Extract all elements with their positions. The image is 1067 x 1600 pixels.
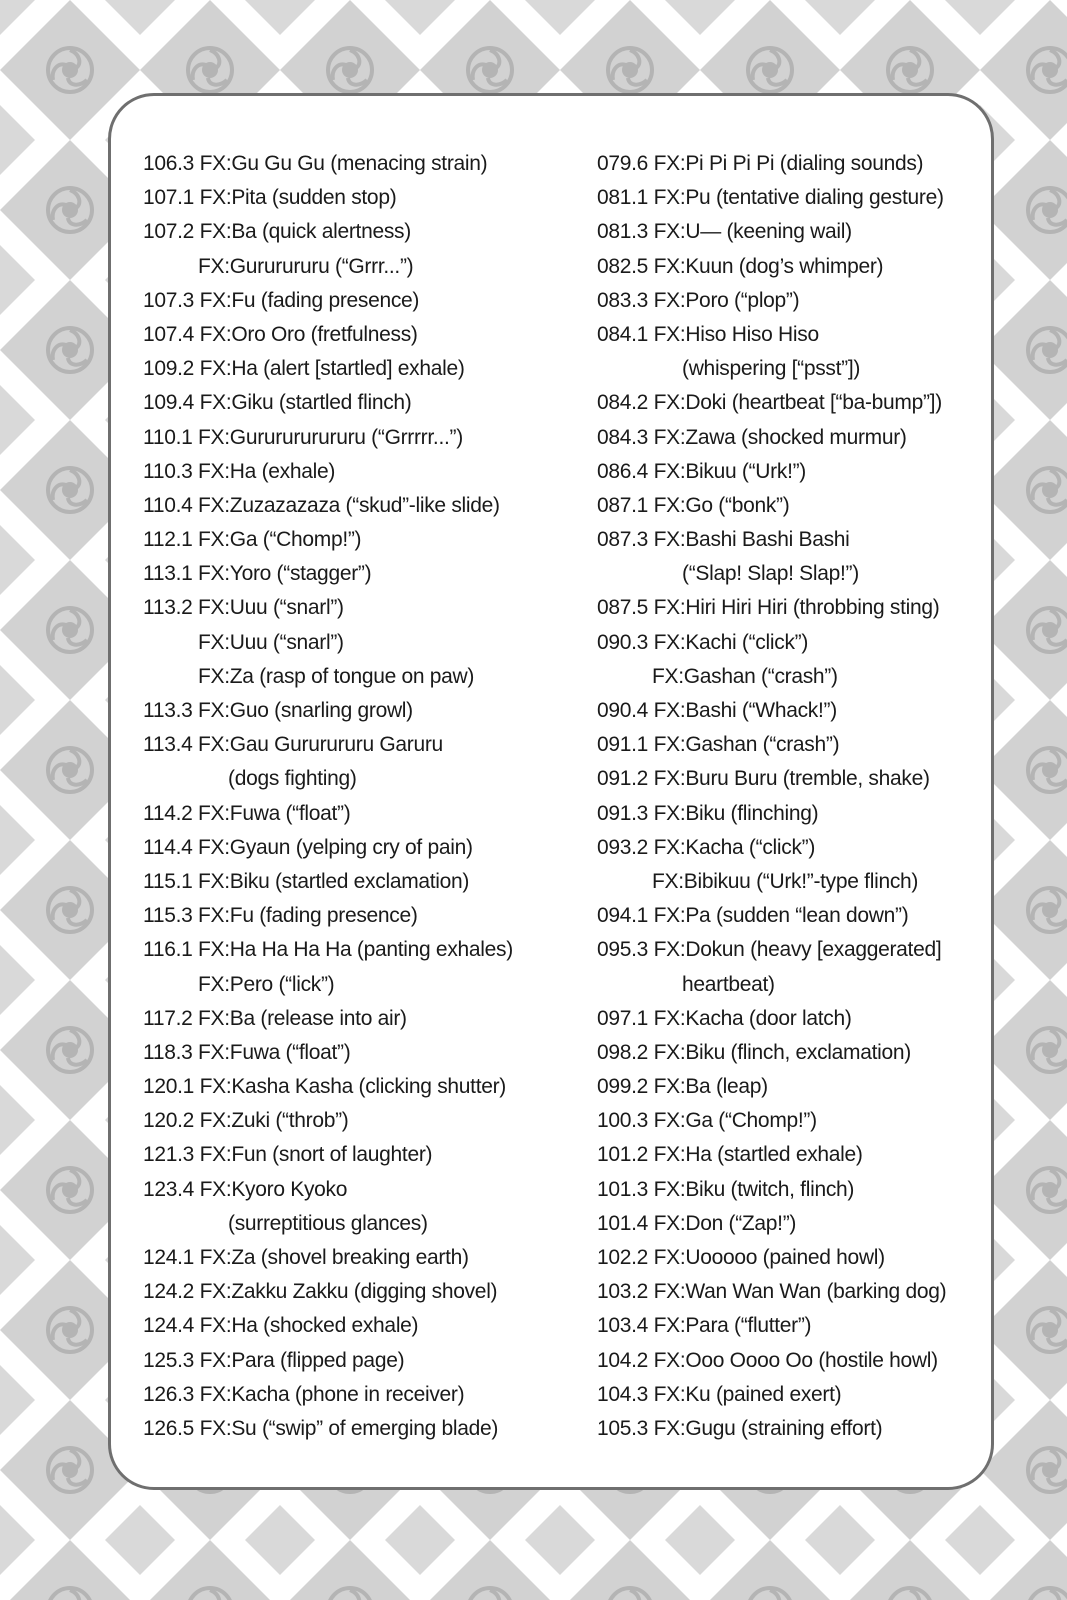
sfx-entry: 125.3 FX:Para (flipped page) xyxy=(143,1348,405,1372)
sfx-entry: 099.2 FX:Ba (leap) xyxy=(597,1075,768,1099)
sfx-entry: 098.2 FX:Biku (flinch, exclamation) xyxy=(597,1040,911,1064)
sfx-entry: 086.4 FX:Bikuu (“Urk!”) xyxy=(597,459,806,483)
sfx-entry: 114.4 FX:Gyaun (yelping cry of pain) xyxy=(143,835,473,859)
sfx-entry: 118.3 FX:Fuwa (“float”) xyxy=(143,1040,351,1064)
sfx-entry: 113.4 FX:Gau Gururururu Garuru xyxy=(143,733,443,757)
sfx-entry-continuation: FX:Za (rasp of tongue on paw) xyxy=(198,664,475,688)
sfx-entry: 097.1 FX:Kacha (door latch) xyxy=(597,1006,852,1030)
sfx-entry-continuation: FX:Uuu (“snarl”) xyxy=(198,630,344,654)
sfx-entry: 081.1 FX:Pu (tentative dialing gesture) xyxy=(597,186,944,210)
sfx-entry: 101.4 FX:Don (“Zap!”) xyxy=(597,1211,797,1235)
sfx-entry: 087.3 FX:Bashi Bashi Bashi xyxy=(597,528,850,552)
sfx-entry-continuation: (surreptitious glances) xyxy=(228,1211,428,1235)
sfx-entry: 110.1 FX:Gururururururu (“Grrrrr...”) xyxy=(143,425,463,449)
sfx-entry: 102.2 FX:Uooooo (pained howl) xyxy=(597,1246,885,1269)
sfx-entry: 084.3 FX:Zawa (shocked murmur) xyxy=(597,425,907,449)
sfx-entry: 091.1 FX:Gashan (“crash”) xyxy=(597,733,840,757)
sfx-entry: 091.2 FX:Buru Buru (tremble, shake) xyxy=(597,767,930,791)
sfx-column-right xyxy=(597,147,997,1446)
sfx-entry: 126.5 FX:Su (“swip” of emerging blade) xyxy=(143,1416,499,1440)
sfx-entry: 110.4 FX:Zuzazazaza (“skud”-like slide) xyxy=(143,493,500,517)
sfx-entry: 101.3 FX:Biku (twitch, flinch) xyxy=(597,1177,855,1201)
sfx-entry: 095.3 FX:Dokun (heavy [exaggerated] xyxy=(597,938,942,962)
sfx-entry-continuation: FX:Gashan (“crash”) xyxy=(652,664,838,688)
sfx-entry: 104.2 FX:Ooo Oooo Oo (hostile howl) xyxy=(597,1348,938,1372)
sfx-entry: 090.4 FX:Bashi (“Whack!”) xyxy=(597,699,837,722)
sfx-entry: 110.3 FX:Ha (exhale) xyxy=(143,459,336,483)
sfx-entry: 107.2 FX:Ba (quick alertness) xyxy=(143,220,411,244)
sfx-entry: 124.4 FX:Ha (shocked exhale) xyxy=(143,1314,419,1338)
sfx-entry: 121.3 FX:Fun (snort of laughter) xyxy=(143,1143,433,1167)
sfx-entry: 124.2 FX:Zakku Zakku (digging shovel) xyxy=(143,1280,498,1304)
sfx-entry: 115.3 FX:Fu (fading presence) xyxy=(143,904,418,928)
sfx-entry-continuation: heartbeat) xyxy=(682,972,775,996)
sfx-entry: 109.4 FX:Giku (startled flinch) xyxy=(143,391,412,415)
sfx-entry: 123.4 FX:Kyoro Kyoko xyxy=(143,1177,348,1201)
sfx-entry: 113.3 FX:Guo (snarling growl) xyxy=(143,699,413,722)
sfx-entry-continuation: FX:Gururururu (“Grrr...”) xyxy=(198,254,414,278)
sfx-entry: 101.2 FX:Ha (startled exhale) xyxy=(597,1143,863,1167)
sfx-entry: 100.3 FX:Ga (“Chomp!”) xyxy=(597,1109,817,1133)
sfx-entry: 116.1 FX:Ha Ha Ha Ha (panting exhales) xyxy=(143,938,513,962)
sfx-entry: 113.2 FX:Uuu (“snarl”) xyxy=(143,596,344,620)
sfx-column-left xyxy=(143,147,563,1446)
sfx-entry: 083.3 FX:Poro (“plop”) xyxy=(597,288,800,312)
sfx-entry: 106.3 FX:Gu Gu Gu (menacing strain) xyxy=(143,152,488,175)
sfx-entry-continuation: (dogs fighting) xyxy=(228,767,357,791)
sfx-entry: 084.1 FX:Hiso Hiso Hiso xyxy=(597,322,819,346)
sfx-entry: 087.1 FX:Go (“bonk”) xyxy=(597,493,790,517)
sfx-entry: 126.3 FX:Kacha (phone in receiver) xyxy=(143,1382,465,1406)
sfx-entry-continuation: FX:Pero (“lick”) xyxy=(198,972,335,996)
sfx-entry: 079.6 FX:Pi Pi Pi Pi (dialing sounds) xyxy=(597,152,924,175)
sfx-entry: 120.2 FX:Zuki (“throb”) xyxy=(143,1109,349,1133)
sfx-entry: 091.3 FX:Biku (flinching) xyxy=(597,801,819,825)
sfx-entry: 093.2 FX:Kacha (“click”) xyxy=(597,835,816,859)
sfx-entry: 107.1 FX:Pita (sudden stop) xyxy=(143,186,397,210)
sfx-entry: 120.1 FX:Kasha Kasha (clicking shutter) xyxy=(143,1075,506,1099)
sfx-entry: 107.4 FX:Oro Oro (fretfulness) xyxy=(143,322,418,346)
sfx-entry: 113.1 FX:Yoro (“stagger”) xyxy=(143,562,372,586)
sfx-entry: 109.2 FX:Ha (alert [startled] exhale) xyxy=(143,357,465,381)
sfx-entry: 117.2 FX:Ba (release into air) xyxy=(143,1006,407,1030)
sfx-entry: 087.5 FX:Hiri Hiri Hiri (throbbing sting) xyxy=(597,596,940,620)
sfx-entry: 084.2 FX:Doki (heartbeat [“ba-bump”]) xyxy=(597,391,942,415)
sfx-entry: 082.5 FX:Kuun (dog’s whimper) xyxy=(597,254,884,278)
sfx-entry: 094.1 FX:Pa (sudden “lean down”) xyxy=(597,904,909,928)
sfx-entry-continuation: (“Slap! Slap! Slap!”) xyxy=(682,562,859,586)
sfx-entry: 103.2 FX:Wan Wan Wan (barking dog) xyxy=(597,1280,947,1304)
sfx-entry: 107.3 FX:Fu (fading presence) xyxy=(143,288,420,312)
sfx-entry: 103.4 FX:Para (“flutter”) xyxy=(597,1314,812,1338)
sfx-entry-continuation: (whispering [“psst”]) xyxy=(682,357,861,381)
sfx-entry: 105.3 FX:Gugu (straining effort) xyxy=(597,1416,883,1440)
sfx-entry: 114.2 FX:Fuwa (“float”) xyxy=(143,801,351,825)
sfx-entry: 115.1 FX:Biku (startled exclamation) xyxy=(143,869,470,893)
sfx-entry: 112.1 FX:Ga (“Chomp!”) xyxy=(143,528,362,552)
sfx-entry: 104.3 FX:Ku (pained exert) xyxy=(597,1382,842,1406)
sfx-entry-continuation: FX:Bibikuu (“Urk!”-type flinch) xyxy=(652,869,919,893)
sfx-entry: 124.1 FX:Za (shovel breaking earth) xyxy=(143,1246,469,1269)
sfx-entry: 081.3 FX:U— (keening wail) xyxy=(597,220,852,244)
sfx-entry: 090.3 FX:Kachi (“click”) xyxy=(597,630,809,654)
